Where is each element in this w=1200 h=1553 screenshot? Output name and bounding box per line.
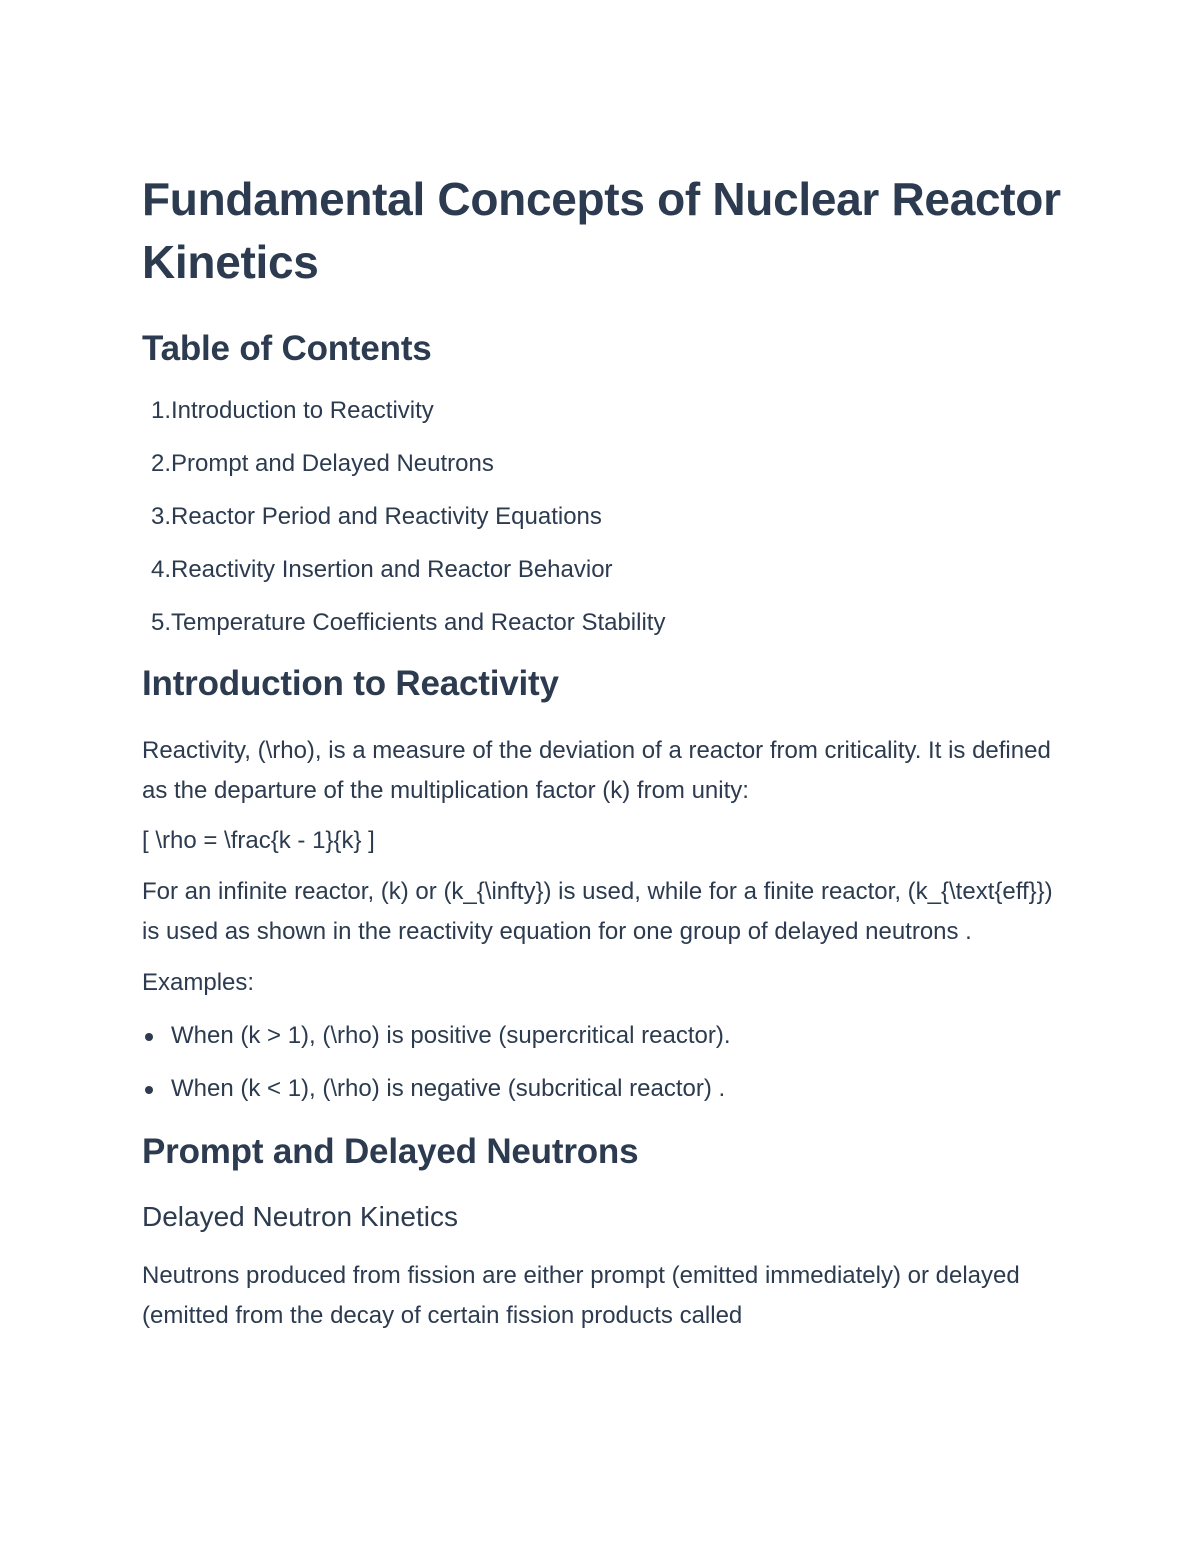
examples-label: Examples: [142,969,255,996]
toc-item-number: 4. [150,556,171,583]
neutrons-paragraph: Neutrons produced from fission are either prompt (emitted immediately) or delayed (emitted from the decay of certain fission products called [142,1262,1020,1329]
toc-item-number: 3. [150,503,171,530]
toc-item-number: 1. [150,397,171,424]
toc-item[interactable] [142,609,1062,637]
toc-item-number: 5. [150,609,171,636]
toc-item[interactable] [142,397,1062,425]
list-item [142,1069,1062,1109]
toc-item[interactable] [142,556,1062,584]
document-page [142,168,1062,1336]
examples-list [142,1016,1062,1109]
list-item-text: When (k > 1), (\rho) is positive (supercritical reactor). [171,1022,731,1049]
toc-item-number: 2. [150,450,171,477]
subsection-heading-delayed-kinetics: Delayed Neutron Kinetics [142,1201,458,1232]
section-heading-neutrons: Prompt and Delayed Neutrons [142,1132,639,1171]
reactivity-definition-paragraph: Reactivity, (\rho), is a measure of the deviation of a reactor from criticality. It is defined as the departure of the multiplication factor (k) from unity: [142,737,1051,804]
toc-item-label[interactable]: Reactor Period and Reactivity Equations [171,503,602,530]
toc-item-label[interactable]: Introduction to Reactivity [171,397,434,424]
toc-item[interactable] [142,503,1062,531]
bullet-icon [145,1086,153,1094]
toc-item[interactable] [142,450,1062,478]
list-item [142,1016,1062,1056]
table-of-contents [142,397,1062,637]
document-title: Fundamental Concepts of Nuclear Reactor Kinetics [142,173,1061,288]
toc-heading: Table of Contents [142,329,432,368]
reactivity-formula: [ \rho = \frac{k - 1}{k} ] [142,827,375,854]
infinite-reactor-paragraph: For an infinite reactor, (k) or (k_{\infty}) is used, while for a finite reactor, (k_{\text{eff}}) is used as shown in the reactivity equation for one group of delayed neutrons . [142,878,1053,945]
list-item-text: When (k < 1), (\rho) is negative (subcritical reactor) . [171,1075,726,1102]
toc-item-label[interactable]: Temperature Coefficients and Reactor Stability [171,609,666,636]
toc-item-label[interactable]: Prompt and Delayed Neutrons [171,450,494,477]
bullet-icon [145,1033,153,1041]
toc-item-label[interactable]: Reactivity Insertion and Reactor Behavior [171,556,613,583]
section-heading-reactivity: Introduction to Reactivity [142,664,559,703]
